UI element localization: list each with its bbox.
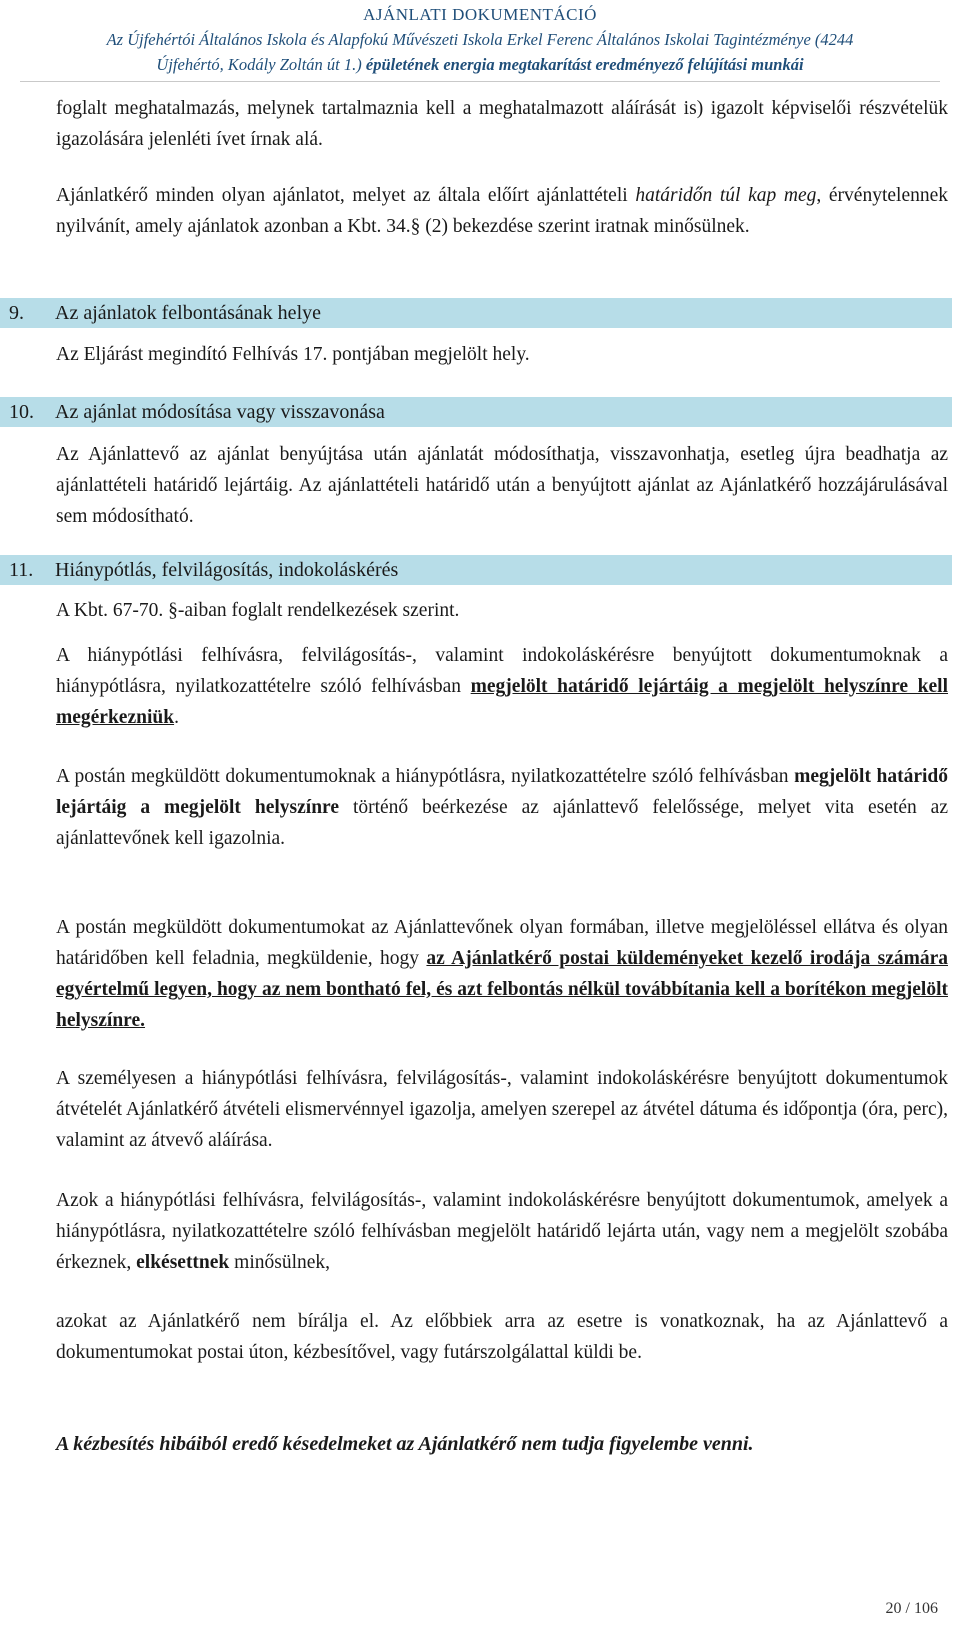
emphasis-late: elkésettnek bbox=[136, 1252, 230, 1273]
paragraph-postal-responsibility bbox=[56, 761, 948, 854]
header-project: épületének energia megtakarítást eredményező felújítási munkái bbox=[365, 55, 804, 74]
text: Ajánlatkérő minden olyan ajánlatot, melyet az általa előírt ajánlattételi bbox=[56, 185, 636, 206]
header-subject-line-2 bbox=[0, 52, 960, 77]
paragraph-postal-marking bbox=[56, 912, 948, 1036]
section-9-text: Az Eljárást megindító Felhívás 17. pontjában megjelölt hely. bbox=[56, 344, 530, 365]
section-11-text: A Kbt. 67-70. §-aiban foglalt rendelkezések szerint. bbox=[56, 600, 460, 621]
section-title: Az ajánlatok felbontásának helye bbox=[55, 302, 321, 324]
paragraph-late-documents bbox=[56, 1185, 948, 1278]
section-10-heading bbox=[9, 397, 385, 427]
section-number: 10. bbox=[9, 401, 34, 423]
paragraph-not-evaluated: azokat az Ajánlatkérő nem bírálja el. Az előbbiek arra az esetre is vonatkoznak, ha az Ajánlattevő a dokumentumokat postai úton, kézbesítővel, vagy futárszolgálattal küldi be. bbox=[56, 1311, 948, 1363]
section-number: 9. bbox=[9, 302, 24, 324]
header-subject-line-1: Az Újfehértói Általános Iskola és Alapfokú Művészeti Iskola Erkel Ferenc Általános Iskolai Tagintézménye (4244 bbox=[106, 30, 854, 49]
header-address: Újfehértó, Kodály Zoltán út 1.) bbox=[156, 55, 366, 74]
emphasis-deadline-location: megjelölt határidő lejártáig a megjelölt helyszínre bbox=[56, 766, 948, 818]
section-10-text: Az Ajánlattevő az ajánlat benyújtása után ajánlatát módosíthatja, visszavonhatja, esetleg újra beadhatja az ajánlattételi határidő lejártáig. Az ajánlattételi határidő után a benyújtott ajánlat az Ajánlatkérő hozzájárulásával sem módosítható. bbox=[56, 444, 948, 527]
section-11-heading bbox=[9, 555, 398, 585]
text: A postán megküldött dokumentumokat az Ajánlattevőnek olyan formában, illetve megjelöléssel ellátva és olyan határidőben kell feladnia, megküldenie, hogy bbox=[56, 917, 948, 969]
section-title: Hiánypótlás, felvilágosítás, indokoláskérés bbox=[55, 559, 399, 581]
section-number: 11. bbox=[9, 559, 34, 581]
header-divider bbox=[20, 81, 940, 82]
text: Azok a hiánypótlási felhívásra, felvilágosítás-, valamint indokoláskérésre benyújtott dokumentumok, amelyek a hiánypótlásra, nyilatkozattételre szóló felhívásban megjelölt határidő lejárta után, vagy nem a megjelölt szobába érkeznek, bbox=[56, 1190, 948, 1273]
emphasis-deadline-location: megjelölt határidő lejártáig a megjelölt helyszínre kell megérkezniük bbox=[56, 676, 949, 728]
text: . bbox=[174, 707, 179, 728]
text: történő beérkezése az ajánlattevő felelőssége, melyet vita esetén az ajánlattevőnek kell igazolnia. bbox=[56, 797, 948, 849]
text: A postán megküldött dokumentumoknak a hiánypótlásra, nyilatkozattételre szóló felhívásban bbox=[56, 766, 795, 787]
paragraph-personal-delivery: A személyesen a hiánypótlási felhívásra, felvilágosítás-, valamint indokoláskérésre benyújtott dokumentumok átvételét Ajánlatkérő átvételi elismervénnyel igazolja, amelyen szerepel az átvétel dátuma és időpontja (óra, perc), valamint az átvevő aláírása. bbox=[56, 1068, 948, 1151]
paragraph-attendance: foglalt meghatalmazás, melynek tartalmaznia kell a meghatalmazott aláírását is) igazolt képviselői részvételük igazolására jelenléti ívet írnak alá. bbox=[56, 98, 948, 150]
section-title: Az ajánlat módosítása vagy visszavonása bbox=[55, 401, 385, 423]
page-number: 20 / 106 bbox=[885, 1600, 938, 1617]
paragraph-deadline bbox=[56, 640, 948, 733]
final-notice: A kézbesítés hibáiból eredő késedelmeket az Ajánlatkérő nem tudja figyelembe venni. bbox=[56, 1433, 754, 1455]
page-header bbox=[0, 0, 960, 77]
paragraph-late-offers bbox=[56, 180, 948, 242]
document-title: AJÁNLATI DOKUMENTÁCIÓ bbox=[363, 5, 597, 24]
text: A hiánypótlási felhívásra, felvilágosítás-, valamint indokoláskérésre benyújtott dokumentumoknak a hiánypótlásra, nyilatkozattételre szóló felhívásban bbox=[56, 645, 948, 697]
text: minősülnek, bbox=[229, 1252, 331, 1273]
emphasis-postal-instruction: az Ajánlatkérő postai küldeményeket kezelő irodája számára egyértelmű legyen, hogy az nem bontható fel, és azt felbontás nélkül továbbítania kell a borítékon megjelölt helyszínre. bbox=[56, 948, 948, 1031]
emphasis-deadline: határidőn túl kap meg bbox=[635, 185, 817, 206]
section-9-heading bbox=[9, 298, 321, 328]
text: , érvénytelennek nyilvánít, amely ajánlatok azonban a Kbt. 34.§ (2) bekezdése szerint iratnak minősülnek. bbox=[56, 185, 949, 237]
